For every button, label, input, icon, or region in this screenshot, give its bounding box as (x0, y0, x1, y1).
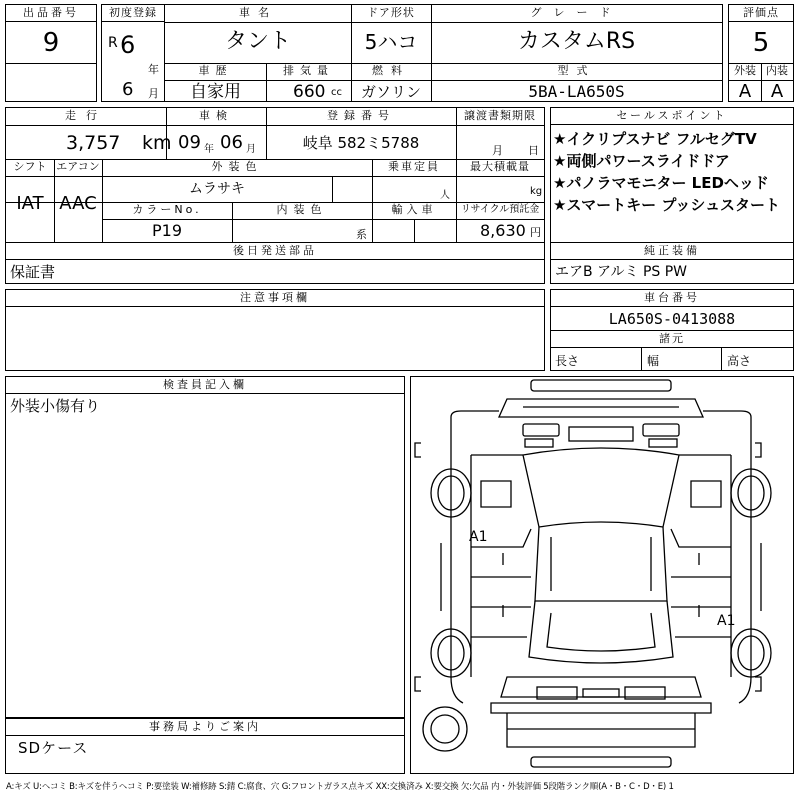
transfer-label: 譲渡書類期限 (464, 109, 536, 122)
damage-mark-left: A1 (469, 529, 488, 545)
model-code-label: 型式 (557, 64, 596, 77)
car-spec-box (164, 4, 723, 102)
aircon-value: AAC (59, 193, 97, 214)
auction-number-label: 出品番号 (6, 5, 96, 22)
exterior-score-value: A (738, 81, 752, 102)
score-box (728, 4, 794, 102)
later-parts-box (5, 242, 545, 284)
sales-points-label: セールスポイント (551, 108, 793, 125)
first-registration-era: R (108, 35, 118, 51)
history-value: 自家用 (190, 82, 241, 102)
shift-value: IAT (16, 193, 44, 214)
chassis-box (550, 289, 794, 371)
fuel-label: 燃料 (372, 64, 410, 77)
sales-point-line: ★スマートキー プッシュスタート (553, 196, 781, 214)
transfer-day-unit: 日 (528, 144, 539, 157)
chassis-value: LA650S-0413088 (608, 310, 736, 328)
aircon-label: エアコン (56, 160, 100, 173)
door-value: 5ハコ (364, 30, 418, 54)
recycle-label: リサイクル預託金 (460, 204, 540, 215)
grade-label: グレード (530, 6, 623, 19)
genuine-equipment-box (550, 242, 794, 284)
inspection-month-unit: 月 (246, 144, 256, 155)
transfer-month-unit: 月 (492, 144, 503, 157)
notes-label: 注意事項欄 (6, 290, 544, 307)
sales-points-box (550, 107, 794, 243)
score-value: 5 (752, 28, 770, 58)
genuine-equipment-value: エアB アルミ PS PW (555, 264, 688, 280)
sales-point-line: ★パノラマモニター LEDヘッド (553, 174, 769, 192)
office-value: SDケース (18, 739, 89, 757)
later-parts-value: 保証書 (10, 263, 56, 281)
recycle-value: 8,630 (480, 221, 526, 240)
inspector-label: 検査員記入欄 (6, 377, 404, 394)
office-label: 事務局よりご案内 (6, 719, 404, 736)
max-load-label: 最大積載量 (470, 160, 530, 173)
capacity-unit: 人 (440, 190, 450, 201)
vehicle-detail-box (5, 107, 545, 243)
mileage-value: 3,757 (66, 132, 121, 154)
inspection-label: 車検 (199, 109, 233, 122)
exterior-score-label: 外装 (734, 64, 756, 77)
grade-value: カスタムRS (517, 29, 636, 54)
first-registration-month-unit: 月 (148, 87, 159, 100)
interior-score-value: A (770, 81, 784, 102)
sales-point-line: ★イクリプスナビ フルセグTV (553, 130, 757, 148)
first-registration-label: 初度登録 (102, 5, 164, 22)
int-color-unit: 系 (356, 228, 367, 241)
plate-value: 岐阜 582ミ5788 (302, 134, 420, 152)
capacity-label: 乗車定員 (388, 160, 440, 173)
legend-text: A:キズ U:ヘコミ B:キズを伴うヘコミ P:要塗装 W:補修跡 S:錆 C:腐食、穴 G:フロントガラス点キズ XX:交換済み X:要交換 欠:欠品 内・外装評価 5段階ランク順(A・B・C・D・E) 1 (6, 782, 674, 792)
ext-color-label: 外装色 (211, 160, 263, 173)
shift-label: シフト (13, 160, 47, 173)
recycle-unit: 円 (530, 226, 541, 239)
auction-number-value: 9 (42, 28, 60, 58)
door-label: ドア形状 (367, 6, 415, 19)
notes-box (5, 289, 545, 371)
max-load-unit: kg (530, 186, 543, 197)
first-registration-month: 6 (122, 79, 134, 100)
plate-label: 登録番号 (327, 109, 395, 122)
mileage-label: 走行 (65, 109, 107, 122)
car-diagram (411, 377, 792, 772)
ext-color-value: ムラサキ (189, 181, 245, 197)
mileage-unit: km (142, 132, 172, 154)
inspector-box (5, 376, 405, 718)
sales-point-line: ★両側パワースライドドア (553, 152, 730, 170)
int-color-label: 内装色 (276, 203, 328, 216)
color-no-label: カラーNo. (132, 203, 202, 216)
history-label: 車歴 (198, 64, 233, 77)
displacement-unit: cc (331, 87, 342, 98)
genuine-equipment-label: 純正装備 (551, 243, 793, 260)
specs-length-label: 長さ (555, 354, 580, 368)
fuel-value: ガソリン (360, 83, 421, 101)
auction-number-box (5, 4, 97, 102)
car-name-value: タント (224, 29, 291, 54)
displacement-label: 排気量 (283, 64, 334, 77)
damage-mark-right: A1 (717, 613, 736, 629)
first-registration-year-unit: 年 (148, 63, 159, 76)
specs-width-label: 幅 (647, 354, 660, 368)
inspector-value: 外装小傷有り (10, 397, 101, 415)
specs-label: 諸元 (659, 332, 685, 345)
first-registration-year: 6 (120, 31, 136, 59)
first-registration-box (101, 4, 165, 102)
color-no-value: P19 (151, 221, 182, 240)
displacement-value: 660 (293, 82, 326, 102)
inspection-month: 06 (220, 132, 243, 153)
inspection-year: 09 (178, 132, 201, 153)
later-parts-label: 後日発送部品 (6, 243, 544, 260)
model-code-value: 5BA-LA650S (528, 82, 625, 101)
car-diagram-box (410, 376, 794, 774)
office-box (5, 718, 405, 774)
car-name-label: 車名 (239, 6, 277, 19)
specs-height-label: 高さ (727, 354, 752, 368)
interior-score-label: 内装 (766, 64, 788, 77)
inspection-year-unit: 年 (204, 144, 214, 155)
score-label: 評価点 (729, 5, 793, 22)
chassis-label: 車台番号 (551, 290, 793, 307)
import-label: 輸入車 (391, 203, 437, 216)
